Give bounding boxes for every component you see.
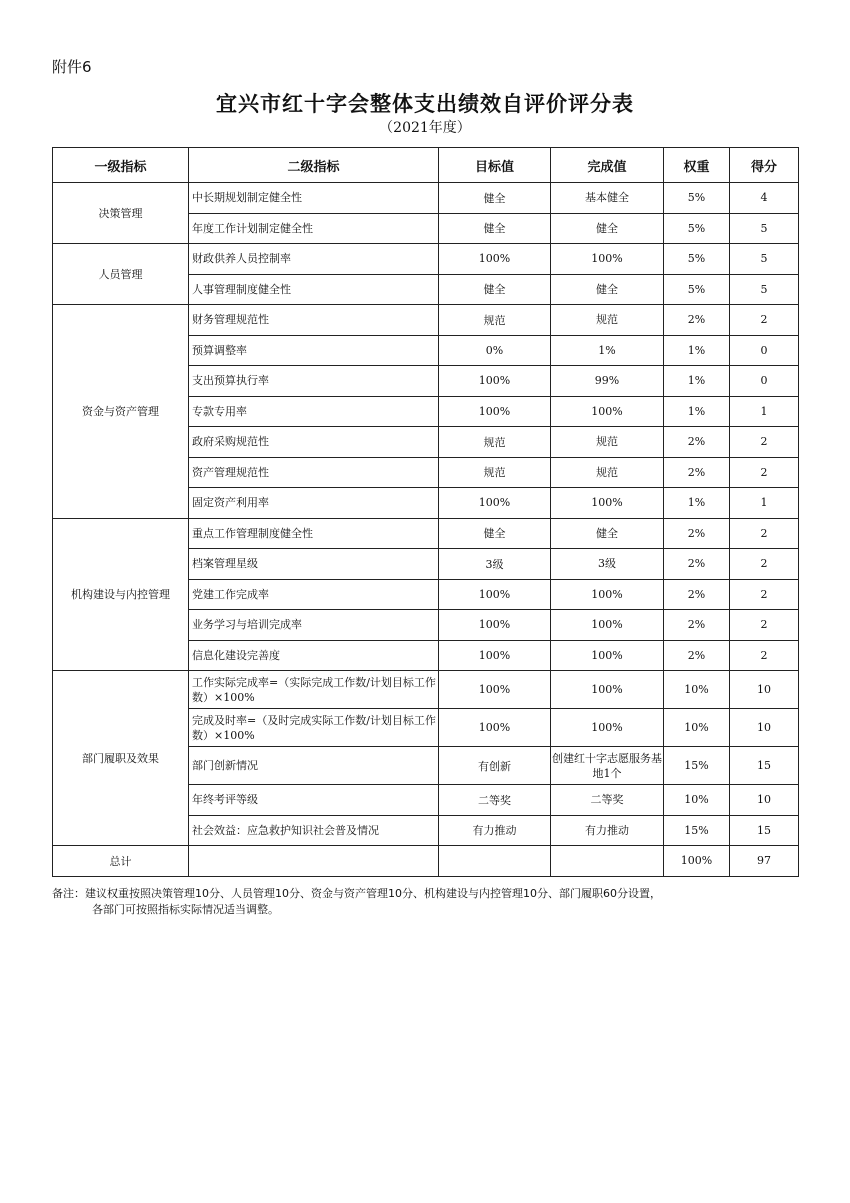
page-subtitle: （2021年度） — [379, 120, 471, 136]
score-cell: 4 — [730, 183, 799, 214]
actual-cell: 100% — [551, 396, 664, 427]
weight-cell: 5% — [664, 213, 730, 244]
page-title: 宜兴市红十字会整体支出绩效自评价评分表 — [216, 91, 634, 116]
actual-cell: 100% — [551, 709, 664, 747]
score-cell: 10 — [730, 785, 799, 816]
weight-cell: 2% — [664, 640, 730, 671]
actual-cell: 100% — [551, 640, 664, 671]
target-cell: 100% — [439, 488, 551, 519]
weight-cell: 5% — [664, 274, 730, 305]
actual-cell: 100% — [551, 671, 664, 709]
score-cell: 0 — [730, 335, 799, 366]
indicator-cell: 中长期规划制定健全性 — [189, 183, 439, 214]
category-cell: 机构建设与内控管理 — [53, 518, 189, 671]
weight-cell: 2% — [664, 518, 730, 549]
actual-cell: 有力推动 — [551, 815, 664, 846]
indicator-cell: 财政供养人员控制率 — [189, 244, 439, 275]
actual-cell: 100% — [551, 488, 664, 519]
score-table — [52, 147, 799, 877]
table-row — [53, 305, 799, 336]
target-cell: 0% — [439, 335, 551, 366]
indicator-cell: 社会效益：应急救护知识社会普及情况 — [189, 815, 439, 846]
weight-cell: 2% — [664, 305, 730, 336]
score-cell: 2 — [730, 305, 799, 336]
target-cell: 健全 — [439, 213, 551, 244]
header-target: 目标值 — [439, 148, 551, 183]
score-cell: 15 — [730, 815, 799, 846]
actual-cell: 99% — [551, 366, 664, 397]
score-cell: 2 — [730, 610, 799, 641]
actual-cell: 规范 — [551, 305, 664, 336]
actual-cell: 规范 — [551, 457, 664, 488]
header-score: 得分 — [730, 148, 799, 183]
score-cell: 2 — [730, 640, 799, 671]
indicator-cell: 预算调整率 — [189, 335, 439, 366]
total-label: 总计 — [53, 846, 189, 877]
total-empty-indicator — [189, 846, 439, 877]
indicator-cell: 业务学习与培训完成率 — [189, 610, 439, 641]
weight-cell: 1% — [664, 396, 730, 427]
target-cell: 二等奖 — [439, 785, 551, 816]
score-cell: 2 — [730, 579, 799, 610]
indicator-cell: 财务管理规范性 — [189, 305, 439, 336]
score-cell: 2 — [730, 427, 799, 458]
target-cell: 100% — [439, 709, 551, 747]
weight-cell: 1% — [664, 488, 730, 519]
actual-cell: 健全 — [551, 518, 664, 549]
indicator-cell: 固定资产利用率 — [189, 488, 439, 519]
category-cell: 决策管理 — [53, 183, 189, 244]
indicator-cell: 年度工作计划制定健全性 — [189, 213, 439, 244]
score-cell: 10 — [730, 709, 799, 747]
indicator-cell: 专款专用率 — [189, 396, 439, 427]
total-row — [53, 846, 799, 877]
target-cell: 100% — [439, 671, 551, 709]
actual-cell: 二等奖 — [551, 785, 664, 816]
score-cell: 1 — [730, 396, 799, 427]
weight-cell: 5% — [664, 183, 730, 214]
target-cell: 有创新 — [439, 747, 551, 785]
header-level1: 一级指标 — [53, 148, 189, 183]
header-weight: 权重 — [664, 148, 730, 183]
target-cell: 规范 — [439, 457, 551, 488]
indicator-cell: 年终考评等级 — [189, 785, 439, 816]
target-cell: 100% — [439, 579, 551, 610]
target-cell: 有力推动 — [439, 815, 551, 846]
category-cell: 部门履职及效果 — [53, 671, 189, 846]
header-actual: 完成值 — [551, 148, 664, 183]
weight-cell: 2% — [664, 457, 730, 488]
actual-cell: 规范 — [551, 427, 664, 458]
weight-cell: 10% — [664, 785, 730, 816]
target-cell: 100% — [439, 640, 551, 671]
weight-cell: 15% — [664, 815, 730, 846]
indicator-cell: 工作实际完成率=（实际完成工作数/计划目标工作数）×100% — [189, 671, 439, 709]
indicator-cell: 重点工作管理制度健全性 — [189, 518, 439, 549]
score-cell: 5 — [730, 244, 799, 275]
indicator-cell: 党建工作完成率 — [189, 579, 439, 610]
weight-cell: 2% — [664, 610, 730, 641]
actual-cell: 100% — [551, 579, 664, 610]
weight-cell: 1% — [664, 366, 730, 397]
table-row — [53, 671, 799, 709]
score-cell: 1 — [730, 488, 799, 519]
table-header-row — [53, 148, 799, 183]
actual-cell: 健全 — [551, 274, 664, 305]
target-cell: 100% — [439, 396, 551, 427]
target-cell: 100% — [439, 610, 551, 641]
total-empty-target — [439, 846, 551, 877]
actual-cell: 3级 — [551, 549, 664, 580]
weight-cell: 2% — [664, 579, 730, 610]
target-cell: 规范 — [439, 427, 551, 458]
table-body — [53, 183, 799, 877]
weight-cell: 2% — [664, 549, 730, 580]
weight-cell: 1% — [664, 335, 730, 366]
target-cell: 100% — [439, 366, 551, 397]
category-cell: 人员管理 — [53, 244, 189, 305]
target-cell: 3级 — [439, 549, 551, 580]
attachment-label: 附件6 — [52, 58, 92, 76]
score-cell: 5 — [730, 274, 799, 305]
table-row — [53, 518, 799, 549]
target-cell: 规范 — [439, 305, 551, 336]
table-row — [53, 244, 799, 275]
footnote-line-1: 备注：建议权重按照决策管理10分、人员管理10分、资金与资产管理10分、机构建设与内控管理10分、部门履职60分设置， — [52, 887, 661, 900]
actual-cell: 100% — [551, 610, 664, 641]
weight-cell: 5% — [664, 244, 730, 275]
indicator-cell: 人事管理制度健全性 — [189, 274, 439, 305]
score-cell: 2 — [730, 457, 799, 488]
score-cell: 10 — [730, 671, 799, 709]
actual-cell: 基本健全 — [551, 183, 664, 214]
indicator-cell: 完成及时率=（及时完成实际工作数/计划目标工作数）×100% — [189, 709, 439, 747]
score-cell: 15 — [730, 747, 799, 785]
footnote-line-2: 各部门可按照指标实际情况适当调整。 — [92, 903, 279, 916]
table-row — [53, 183, 799, 214]
indicator-cell: 档案管理星级 — [189, 549, 439, 580]
score-cell: 2 — [730, 518, 799, 549]
actual-cell: 健全 — [551, 213, 664, 244]
score-cell: 0 — [730, 366, 799, 397]
score-cell: 5 — [730, 213, 799, 244]
weight-cell: 10% — [664, 671, 730, 709]
total-empty-actual — [551, 846, 664, 877]
indicator-cell: 信息化建设完善度 — [189, 640, 439, 671]
category-cell: 资金与资产管理 — [53, 305, 189, 519]
indicator-cell: 资产管理规范性 — [189, 457, 439, 488]
target-cell: 健全 — [439, 518, 551, 549]
target-cell: 健全 — [439, 183, 551, 214]
actual-cell: 100% — [551, 244, 664, 275]
actual-cell: 创建红十字志愿服务基地1个 — [551, 747, 664, 785]
actual-cell: 1% — [551, 335, 664, 366]
weight-cell: 10% — [664, 709, 730, 747]
target-cell: 100% — [439, 244, 551, 275]
target-cell: 健全 — [439, 274, 551, 305]
score-cell: 2 — [730, 549, 799, 580]
weight-cell: 2% — [664, 427, 730, 458]
header-level2: 二级指标 — [189, 148, 439, 183]
indicator-cell: 部门创新情况 — [189, 747, 439, 785]
total-score: 97 — [730, 846, 799, 877]
indicator-cell: 支出预算执行率 — [189, 366, 439, 397]
footnote — [52, 886, 661, 918]
indicator-cell: 政府采购规范性 — [189, 427, 439, 458]
weight-cell: 15% — [664, 747, 730, 785]
total-weight: 100% — [664, 846, 730, 877]
